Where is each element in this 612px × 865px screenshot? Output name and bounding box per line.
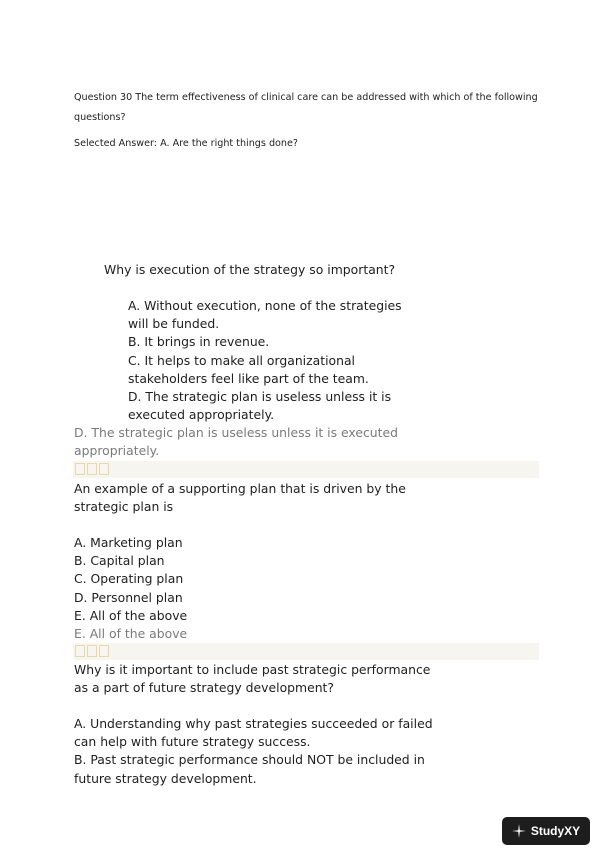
option-line: C. It helps to make all organizational bbox=[128, 352, 355, 368]
option-line: B. Past strategic performance should NOT be included in bbox=[74, 752, 425, 768]
option-line: D. The strategic plan is useless unless it is bbox=[128, 389, 392, 405]
option-line: A. Without execution, none of the strategies bbox=[128, 298, 402, 313]
option-line: can help with future strategy success. bbox=[74, 734, 311, 750]
options-execution bbox=[128, 297, 402, 424]
question-execution: Why is execution of the strategy so important? bbox=[104, 262, 396, 277]
option-line: A. Marketing plan bbox=[74, 535, 183, 550]
question-line2: strategic plan is bbox=[74, 499, 174, 515]
option-line: will be funded. bbox=[128, 316, 220, 332]
option-line: E. All of the above bbox=[74, 607, 188, 623]
glyph-box-icon bbox=[75, 463, 85, 475]
answer-line2: appropriately. bbox=[74, 443, 160, 459]
glyph-box-icon bbox=[75, 645, 85, 657]
question-line2: as a part of future strategy development? bbox=[74, 680, 334, 696]
option-line: D. Personnel plan bbox=[74, 589, 183, 605]
option-line: B. Capital plan bbox=[74, 553, 165, 569]
options-supporting-plan bbox=[74, 534, 187, 643]
answer-line1: D. The strategic plan is useless unless it is executed bbox=[74, 425, 399, 440]
option-line: B. It brings in revenue. bbox=[128, 334, 270, 350]
question-past-performance bbox=[74, 661, 430, 697]
answer-execution bbox=[74, 424, 398, 460]
glyph-box-icon bbox=[87, 463, 97, 475]
glyph-box-icon bbox=[87, 645, 97, 657]
studyxy-badge[interactable] bbox=[502, 817, 590, 845]
question-line1: Why is it important to include past strategic performance bbox=[74, 662, 431, 677]
separator-bar bbox=[73, 461, 539, 478]
missing-glyph-icon bbox=[75, 463, 109, 475]
question-30-text-line1: Question 30 The term effectiveness of clinical care can be addressed with which of the following bbox=[74, 92, 538, 103]
plus-sparkle-icon bbox=[512, 824, 526, 838]
question-supporting-plan bbox=[74, 480, 406, 516]
option-line: stakeholders feel like part of the team. bbox=[128, 370, 369, 386]
question-30-text-line2: questions? bbox=[74, 112, 126, 123]
missing-glyph-icon bbox=[75, 645, 109, 657]
option-line: C. Operating plan bbox=[74, 571, 184, 587]
separator-bar bbox=[73, 643, 539, 660]
badge-label: StudyXY bbox=[530, 824, 581, 838]
answer-supporting-plan: E. All of the above bbox=[74, 626, 188, 642]
glyph-box-icon bbox=[99, 645, 109, 657]
question-30 bbox=[74, 91, 539, 151]
options-past-performance bbox=[74, 715, 433, 788]
option-line: executed appropriately. bbox=[128, 407, 275, 423]
option-line: future strategy development. bbox=[74, 770, 257, 786]
option-line: A. Understanding why past strategies succeeded or failed bbox=[74, 716, 433, 731]
glyph-box-icon bbox=[99, 463, 109, 475]
question-line1: An example of a supporting plan that is driven by the bbox=[74, 481, 406, 496]
selected-answer: Selected Answer: A. Are the right things done? bbox=[74, 138, 298, 149]
